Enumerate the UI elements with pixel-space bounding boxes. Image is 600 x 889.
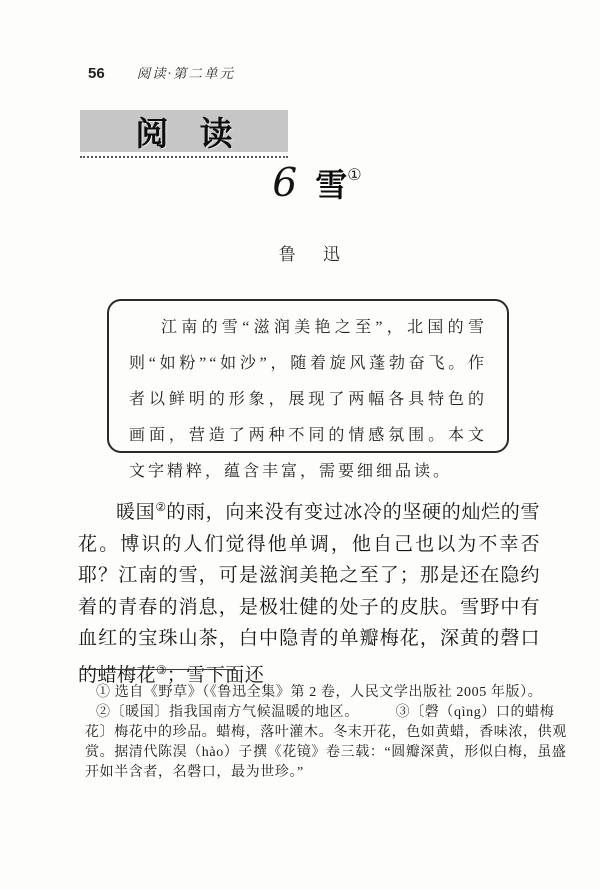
- footnote-line: 花〕梅花中的珍品。蜡梅，落叶灌木。冬末开花，色如黄蜡，香味浓，供观: [85, 725, 567, 740]
- footnote-line: 赏。据清代陈淏（hào）子撰《花镜》卷三载：“圆瓣深黄，形似白梅，虽盛: [85, 745, 567, 760]
- section-title: 阅读·第二单元: [136, 66, 236, 81]
- body-segment: 的雨，向来没有变过冰冷的坚硬的灿烂的雪花。博识的人们觉得他单调，他自己也以为不幸否耶？江南的雪，可是滋润美艳之至了；那是还在隐约着的青春的消息，是极壮健的处子的皮肤。雪野中有血红的宝珠山茶，白中隐青的单瓣梅花，深黄的磬口的蜡梅花: [78, 502, 540, 686]
- footnote-divider: [80, 669, 236, 670]
- author-name: 鲁迅: [278, 245, 368, 264]
- footnote-line: 开如半含者，名磬口，最为世珍。”: [85, 765, 304, 780]
- unit-banner-title: 阅读: [135, 114, 265, 152]
- lesson-name: 雪: [315, 167, 348, 203]
- body-paragraph: [78, 492, 540, 691]
- footnote-ref-2: ②: [155, 500, 167, 514]
- unit-banner: [80, 110, 288, 152]
- footnote-ref-1: ①: [347, 167, 362, 184]
- body-segment: 暖国: [116, 502, 156, 523]
- lesson-title: [0, 160, 600, 206]
- footnote-ref-3: ③: [156, 662, 167, 677]
- summary-text: 江南的雪“滋润美艳之至”，北国的雪则“如粉”“如沙”，随着旋风蓬勃奋飞。作者以鲜明的形象，展现了两幅各具特色的画面，营造了两种不同的情感氛围。本文文字精粹，蕴含丰富，需要细细品读。: [129, 319, 487, 480]
- body-segment: ；雪下面还: [166, 664, 265, 686]
- footnotes-block: [85, 683, 567, 783]
- running-head: [88, 62, 518, 83]
- lesson-number: 6: [272, 161, 298, 206]
- footnote-line: ① 选自《野草》（《鲁迅全集》第 2 卷，人民文学出版社 2005 年版）。: [96, 685, 543, 700]
- summary-box: [107, 299, 509, 480]
- banner-dotted-divider: [80, 156, 288, 158]
- footnote-line: ②〔暖国〕指我国南方气候温暖的地区。 ③〔磬（qìng）口的蜡梅: [96, 705, 555, 720]
- page-number: 56: [88, 65, 105, 82]
